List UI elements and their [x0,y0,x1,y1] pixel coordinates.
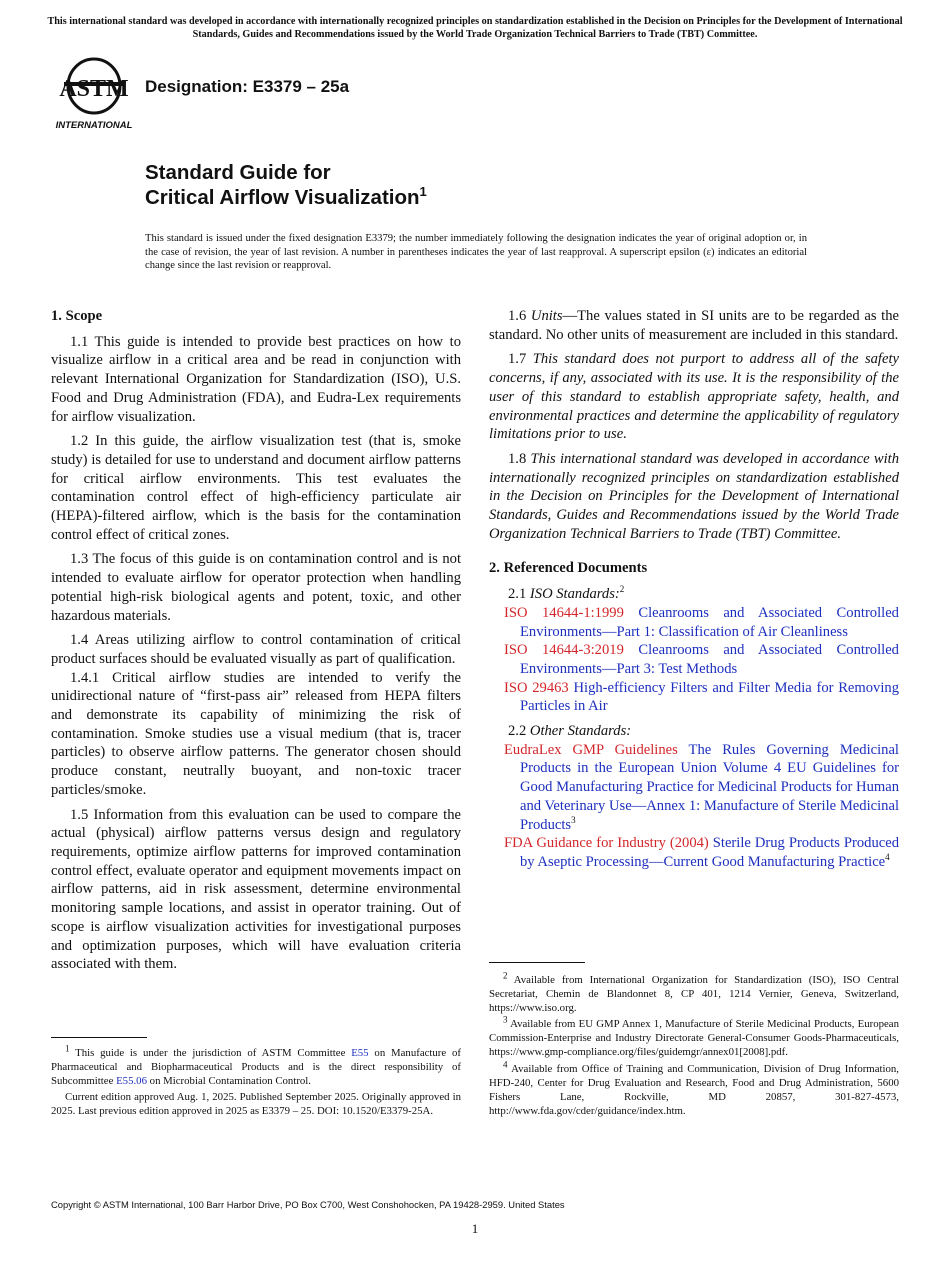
para-1-7-num: 1.7 [508,351,527,368]
reference-code[interactable]: ISO 29463 [504,679,569,696]
footnote-3-mark: 3 [503,1014,508,1025]
title-line-1: Standard Guide for [145,161,331,184]
left-column [51,307,461,980]
logo-letters: ASTM [59,76,129,102]
subcommittee-link[interactable]: E55.06 [116,1075,147,1088]
copyright: Copyright © ASTM International, 100 Barr Harbor Drive, PO Box C700, West Conshohocken, PA 19428-2959. United States [51,1199,565,1210]
footnote-rule-left [51,1037,147,1038]
para-1-8-num: 1.8 [508,450,527,467]
footnote-2-mark: 2 [503,970,508,981]
reference-code[interactable]: ISO 14644-3:2019 [504,642,624,659]
reference-title[interactable]: Sterile Drug Products Produced by Aseptic Processing—Current Good Manufacturing Practice [520,835,900,870]
footnote-1-text-a: This guide is under the jurisdiction of ASTM Committee [75,1047,346,1059]
para-1-6-label: Units [530,308,563,324]
astm-logo-graphic [52,56,136,132]
edition-note: Current edition approved Aug. 1, 2025. Published September 2025. Originally approved in 2025. Last previous edition approved in 2025 as E3379 – 25. DOI: 10.1520/E3379-25A. [51,1091,461,1118]
para-1-6 [489,307,899,344]
para-1-6-text: —The values stated in SI units are to be regarded as the standard. No other units of measurement are included in this standard. [489,308,899,343]
iso-num: 2.1 [508,586,527,603]
top-notice: This international standard was developed in accordance with internationally recognized principles on standardization established in the Decision on Principles for the Development of International Standards, Guides and Recommendations issued by the World Trade Organization Technical Barriers to Trade (TBT) Committee. [47,16,903,40]
reference-code[interactable]: FDA Guidance for Industry (2004) [504,835,709,852]
iso-mark: 2 [619,584,625,595]
title-line-2: Critical Airflow Visualization [145,186,420,209]
footnote-1-text-b: on Manufacture of Pharmaceutical and Biopharmaceutical Products and is the direct responsibility of Subcommittee [51,1047,461,1088]
scope-heading: 1. Scope [51,308,103,324]
reference-title[interactable]: Cleanrooms and Associated Controlled Environments—Part 1: Classification of Air Cleanliness [520,604,899,640]
reference-item[interactable] [489,641,899,678]
issuance-note: This standard is issued under the fixed designation E3379; the number immediately following the designation indicates the year of original adoption or, in the case of revision, the year of last revision. A number in parentheses indicates the year of last reapproval. A superscript epsilon (ε) indicates an editorial change since the last revision or reapproval. [145,233,807,272]
para-1-7 [489,350,899,444]
footnote-1 [51,1043,461,1088]
para-1-5: 1.5 Information from this evaluation can be used to compare the actual (physical) airflow patterns versus design and regulatory requirements, optimize airflow patterns for improved contamination control effect, evaluate operator and equipment movements impact on airflow patterns, aid in risk assessment, determine environmental monitoring sample locations, and assist in operator training. Out of scope is airflow visualization activities for investigational purposes and optimization purposes, which will have evaluation criteria associated with them. [51,806,461,973]
para-1-4: 1.4 Areas utilizing airflow to control contamination of critical product surfaces should be evaluated visually as part of qualification. [51,632,461,667]
logo-caption: INTERNATIONAL [55,120,133,131]
iso-label: ISO Standards: [529,586,620,603]
para-1-2: 1.2 In this guide, the airflow visualization test (that is, smoke study) is detailed for use to understand and document airflow patterns for critical airflow environments. This test evaluates the contamination control effect of high-efficiency particulate air (HEPA)-filtered airflow, which is the basis for the contamination control effect of critical zones. [51,433,461,543]
footnote-4-text: Available from Office of Training and Communication, Division of Drug Information, HFD-240, Center for Drug Evaluation and Research, Food and Drug Administration, 5600 Fishers Lane, Rockville, MD 20857, 301-827-4573, http://www.fda.gov/cder/guidance/index.htm. [489,1062,899,1117]
para-1-8-text: This international standard was developed in accordance with internationally recognized principles on standardization established in the Decision on Principles for the Development of International Standards, Guides and Recommendations issued by the World Trade Organization Technical Barriers to Trade (TBT) Committee. [489,450,900,542]
reference-mark: 3 [571,814,576,825]
footnote-1-mark: 1 [65,1043,70,1054]
footnote-rule-right [489,962,585,963]
title-footnote-mark: 1 [419,184,427,200]
para-1-8 [489,450,899,544]
footnote-3-text: Available from EU GMP Annex 1, Manufacture of Sterile Medicinal Products, European Commission-Enterprise and Industry Directorate General-Consumer Goods-Pharmaceuticals, https://www.gmp-compliance.org/files/guidemgr/annex01[2008].pdf. [489,1018,899,1059]
reference-item[interactable] [489,604,899,641]
footnote-1-text-c: on Microbial Contamination Control. [149,1075,312,1088]
para-1-3: 1.3 The focus of this guide is on contamination control and is not intended to evaluate airflow for operator protection when handling potential high-risk biological agents and potent, toxic, and other hazardous materials. [51,551,461,624]
referenced-heading: 2. Referenced Documents [489,560,648,577]
designation: Designation: E3379 – 25a [145,77,350,96]
right-column [489,307,899,872]
document-title [145,160,427,210]
committee-link[interactable]: E55 [351,1047,369,1059]
reference-title[interactable]: The Rules Governing Medicinal Products in the European Union Volume 4 EU Guidelines for Good Manufacturing Practice for Medicinal Products for Human and Veterinary Use—Annex 1: Manufacture of Sterile Medicinal Products [520,741,899,833]
iso-standards-label [489,585,899,604]
footnote-2-text: Available from International Organization for Standardization (ISO), ISO Central Secretariat, Chemin de Blandonnet 8, CP 401, 1214 Vernier, Geneva, Switzerland, https://www.iso.org. [489,974,900,1015]
reference-mark: 4 [885,852,890,863]
footnote-4-mark: 4 [503,1058,508,1069]
other-num: 2.2 [508,723,527,740]
reference-code[interactable]: ISO 14644-1:1999 [504,604,624,621]
footnote-4 [489,1058,899,1118]
astm-logo [52,56,136,132]
footnotes-right [489,970,900,1120]
reference-title[interactable]: High-efficiency Filters and Filter Media for Removing Particles in Air [520,679,899,715]
other-label: Other Standards: [529,723,632,740]
para-1-7-text: This standard does not purport to address all of the safety concerns, if any, associated with its use. It is the responsibility of the user of this standard to establish appropriate safety, health, and environmental practices and determine the applicability of regulatory limitations prior to use. [489,351,899,443]
reference-item[interactable] [489,679,899,716]
other-standards-label [489,722,899,741]
reference-title[interactable]: Cleanrooms and Associated Controlled Environments—Part 3: Test Methods [520,642,899,677]
para-1-6-num: 1.6 [508,308,527,324]
reference-item[interactable] [489,741,899,835]
footnote-2 [489,970,900,1015]
reference-item[interactable] [489,834,899,871]
reference-code[interactable]: EudraLex GMP Guidelines [504,741,678,758]
footnote-3 [489,1014,899,1059]
page-number: 1 [471,1221,479,1236]
para-1-4-1: 1.4.1 Critical airflow studies are intended to verify the unidirectional nature of “first-pass air” released from HEPA filters and demonstrate its capability of minimizing the risk of contamination. Smoke studies use a visual medium (that is, tracer particles) to observe airflow patterns. The generator chosen should produce constant, neutrally buoyant, and non-toxic tracer particles/smoke. [51,669,461,798]
footnotes-left [51,1043,461,1120]
para-1-1: 1.1 This guide is intended to provide best practices on how to visualize airflow in a critical area and be read in conjunction with relevant International Organization for Standardization (ISO), U.S. Food and Drug Administration (FDA), and Eudra-Lex requirements for airflow visualization. [51,333,461,425]
